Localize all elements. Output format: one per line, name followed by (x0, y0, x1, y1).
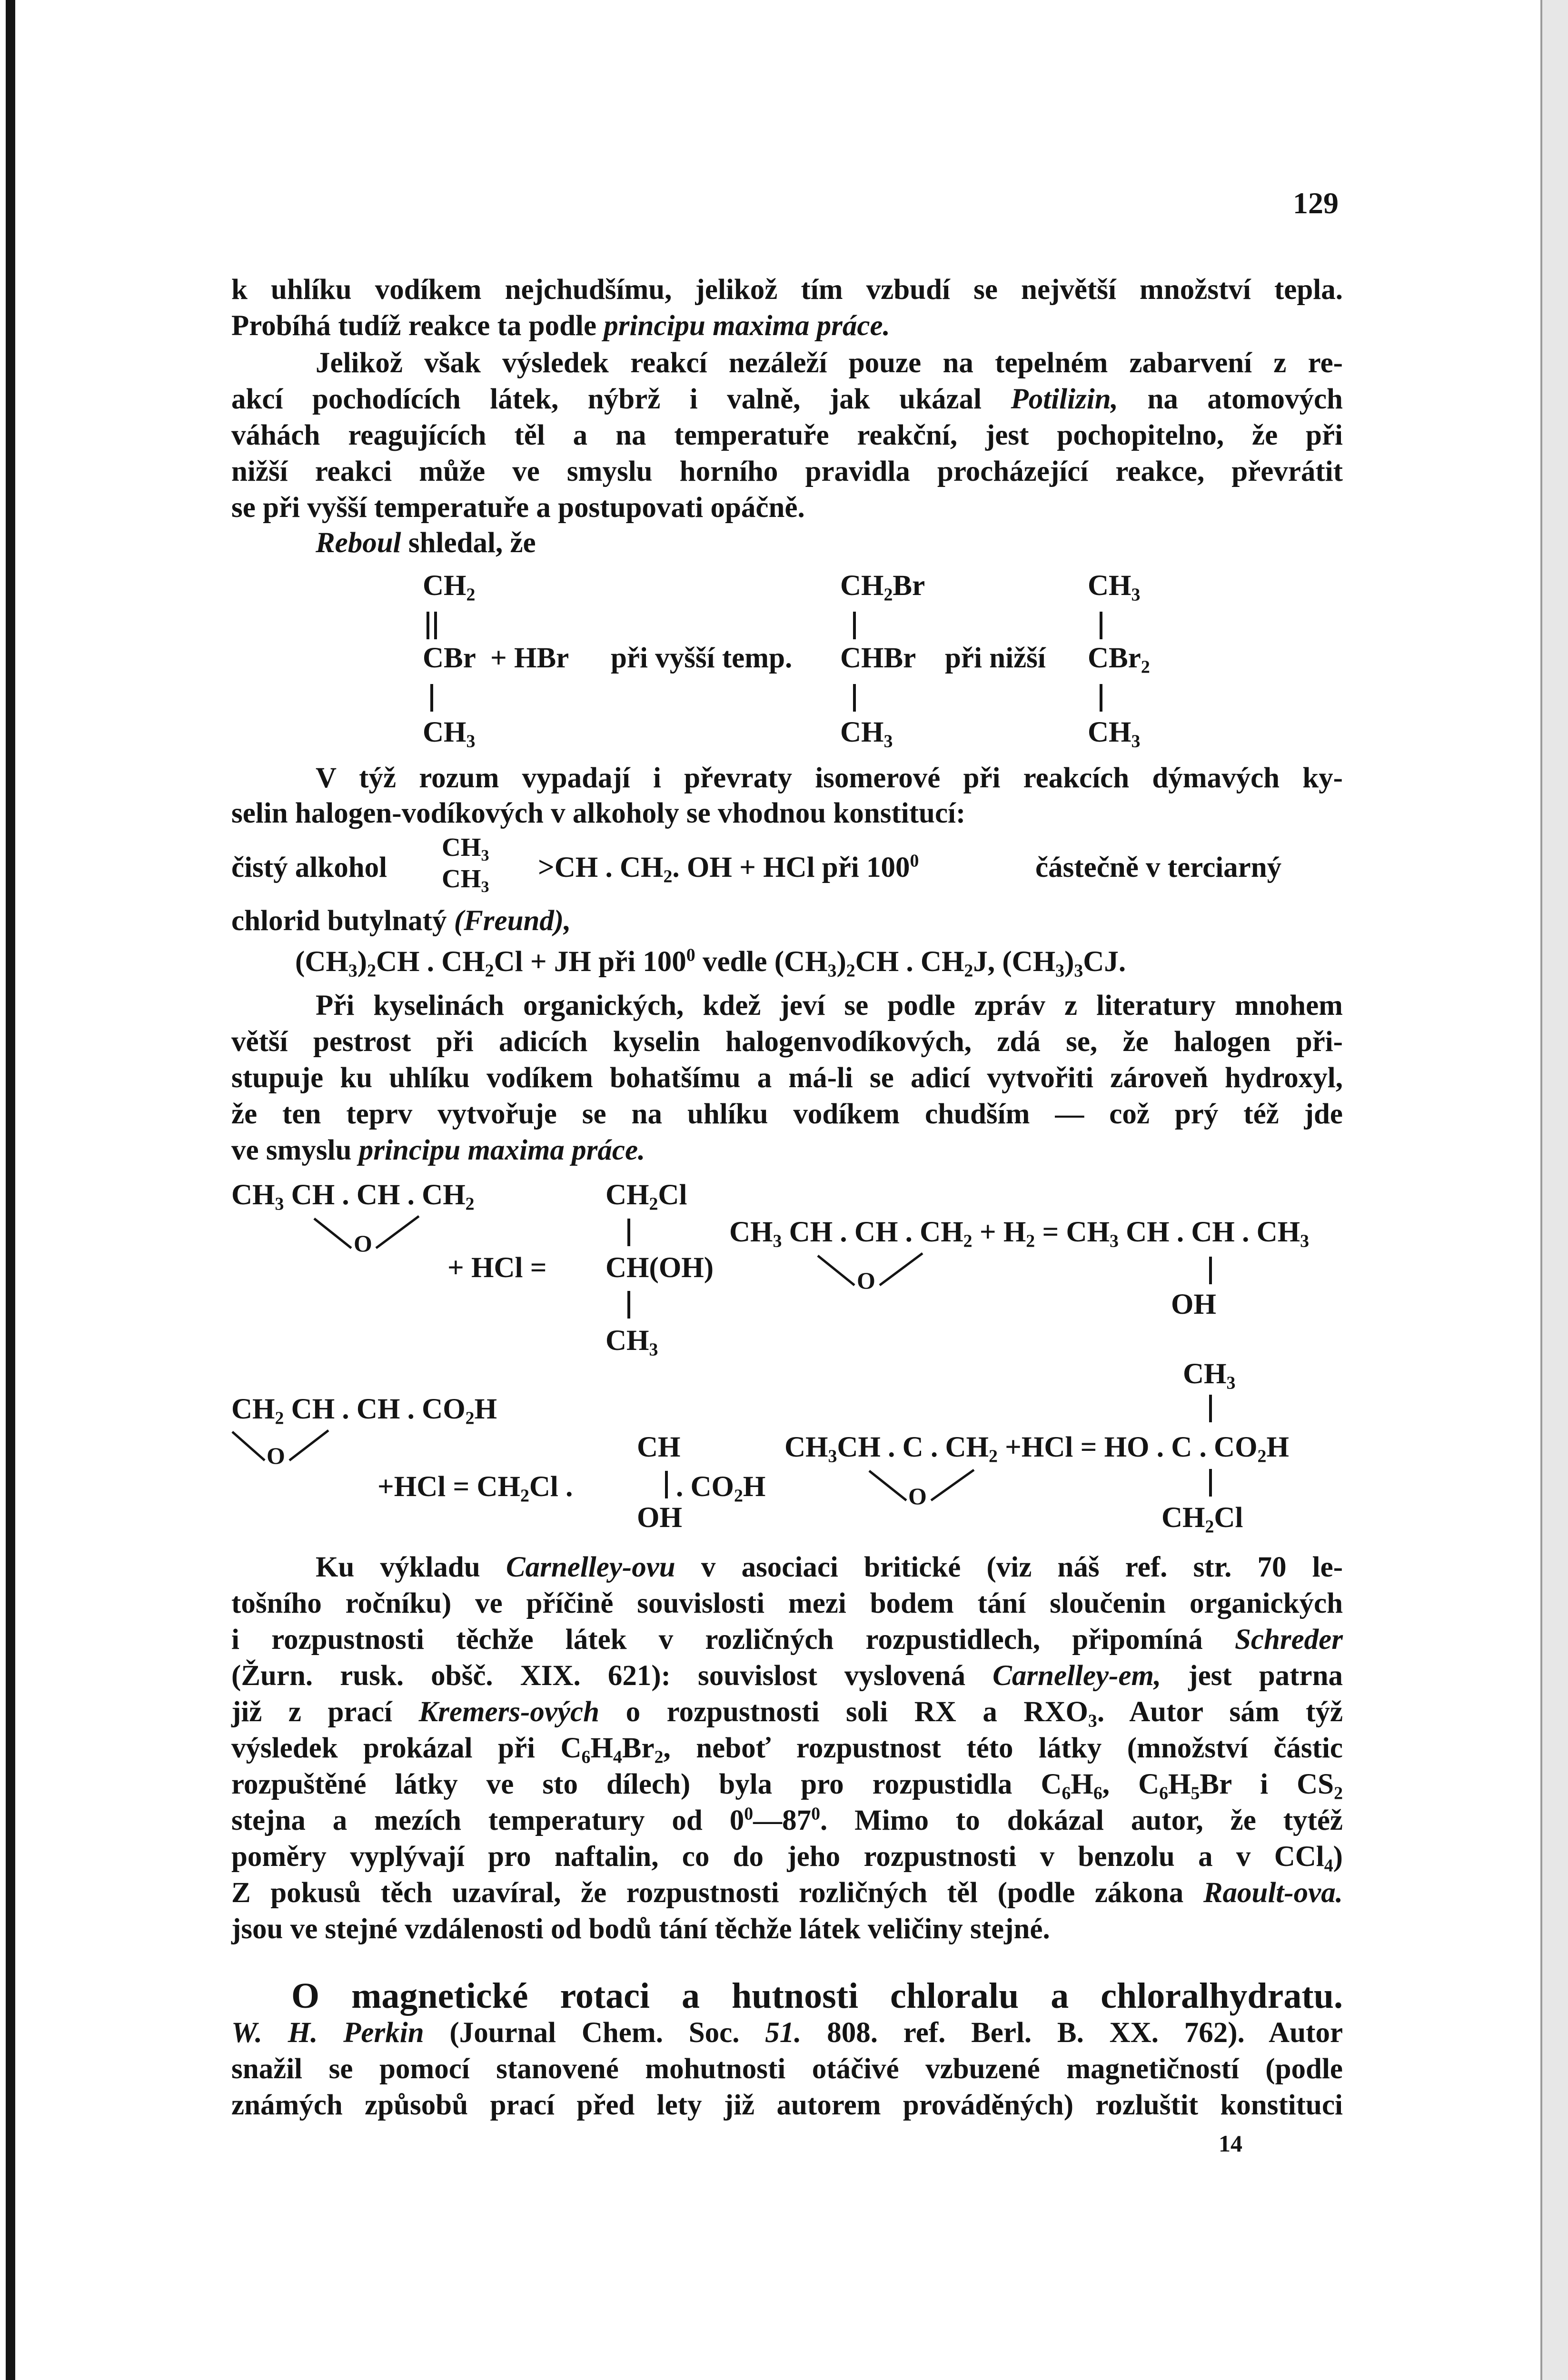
f5-oxygen: O (267, 1442, 285, 1469)
f1-cbr2: CBr$_2$ (1088, 642, 1150, 677)
text-line: Při kyselinách organických, kdež jeví se podle zpráv z literatury mnohem (316, 990, 1343, 1021)
text-line: rozpuštěné látky ve sto dílech) byla pro rozpustidla $C_6H_6$, $C_6H_5Br$ i $CS_2$ (231, 1768, 1343, 1804)
text-line: Ku výkladu Carnelley-ovu v asociaci britické (viz náš ref. str. 70 le- (316, 1551, 1343, 1583)
text-line: W. H. Perkin (Journal Chem. Soc. 51. 808. ref. Berl. B. XX. 762). Autor (231, 2017, 1343, 2049)
f5-ch: CH (637, 1431, 681, 1463)
page-number: 129 (1293, 186, 1339, 220)
f5-right: $CH_3CH$ . C . $CH_2 +HCl$ = HO . C . $CO_2H$ (784, 1431, 1289, 1467)
f4-b3: $CH_3$ (605, 1325, 658, 1360)
f4-right: $CH_3$ CH . CH . $CH_2 + H_2 = CH_3$ CH . CH . $CH_3$ (729, 1216, 1310, 1251)
formula-line: $(CH_3)_2CH$ . $CH_2Cl$ + JH při $100^0$ vedle $(CH_3)_2CH$ . $CH_2J$, $(CH_3)_3CJ$. (295, 945, 1126, 981)
f5-top: $CH_3$ (1183, 1358, 1236, 1393)
f1-ch3: $CH_3$ (1088, 570, 1141, 605)
text-line: se při vyšší temperatuře a postupovati opáčně. (231, 492, 805, 524)
text-line: chlorid butylnatý (Freund), (231, 905, 571, 937)
f2-ch3-bottom: $CH_3$ (442, 864, 489, 896)
text-line: Reboul shledal, že (316, 527, 536, 559)
f4-oh: OH (1171, 1289, 1216, 1320)
signature-mark: 14 (1219, 2130, 1242, 2157)
f1-plus-hbr: + HBr (490, 642, 569, 674)
f1-chbr: CHBr (840, 642, 916, 674)
f1-ch3: $CH_3$ (1088, 716, 1141, 752)
f1-ch3: $CH_3$ (840, 716, 893, 752)
f1-condition: při nižší (945, 642, 1046, 674)
f4-oxygen: O (857, 1267, 875, 1294)
f5-plus-hcl: $+HCl = CH_2Cl$ . (377, 1471, 573, 1506)
text-line: Z pokusů těch uzavíral, že rozpustnosti rozličných těl (podle zákona Raoult-ova. (231, 1877, 1343, 1909)
text-line: V týž rozum vypadají i převraty isomerové při reakcích dýmavých ky- (316, 762, 1343, 794)
text-line: snažil se pomocí stanovené mohutnosti otáčivé vzbuzené magnetičností (podle (231, 2053, 1343, 2085)
f4-b2: CH(OH) (605, 1252, 714, 1284)
text-line: (Žurn. rusk. obšč. XIX. 621): souvislost vyslovená Carnelley-em, jest patrna (231, 1660, 1343, 1692)
text-line: váhách reagujících těl a na temperatuře reakční, jest pochopitelno, že při (231, 419, 1343, 451)
text-line: stupuje ku uhlíku vodíkem bohatšímu a má-li se adicí vytvořiti zároveň hydroxyl, (231, 1062, 1343, 1094)
text-line: akcí pochodících látek, nýbrž i valně, jak ukázal Potilizin, na atomových (231, 383, 1343, 415)
text-line: ve smyslu principu maxima práce. (231, 1134, 645, 1166)
f5-oxygen: O (908, 1483, 927, 1509)
text-line: větší pestrost při adicích kyselin halogenvodíkových, zdá se, že halogen při- (231, 1026, 1343, 1058)
text-line: Jelikož však výsledek reakcí nezáleží pouze na tepelném zabarvení z re- (316, 347, 1343, 379)
f1-ch2: $CH_2$ (423, 570, 476, 605)
f2-label: čistý alkohol (231, 852, 387, 883)
f5-left: $CH_2$ CH . CH . $CO_2H$ (231, 1393, 497, 1428)
text-line: selin halogen-vodíkových v alkoholy se vhodnou konstitucí: (231, 797, 966, 829)
text-line: Probíhá tudíž reakce ta podle principu maxima práce. (231, 310, 890, 342)
f1-ch2br: $CH_2Br$ (840, 570, 925, 605)
text-line: stejna a mezích temperatury od $0^0—87^0$. Mimo to dokázal autor, že tytéž (231, 1804, 1343, 1836)
text-line: i rozpustnosti těchže látek v rozličných rozpustidlech, připomíná Schreder (231, 1624, 1343, 1656)
text-line: již z prací Kremers-ových o rozpustnosti soli RX a $RXO_3$. Autor sám týž (231, 1696, 1343, 1731)
f2-rest: částečně v terciarný (1035, 852, 1282, 883)
f1-ch3: $CH_3$ (423, 716, 476, 752)
text-line: výsledek prokázal při $C_6H_4Br_2$, neboť rozpustnost této látky (množství částic (231, 1732, 1343, 1767)
text-line: tošního ročníku) ve příčině souvislosti mezi bodem tání sloučenin organických (231, 1587, 1343, 1619)
text-line: jsou ve stejné vzdálenosti od bodů tání těchže látek veličiny stejné. (231, 1913, 1050, 1945)
f4-oxygen: O (354, 1230, 372, 1257)
f1-cbr: CBr (423, 642, 476, 674)
text-line: že ten teprv vytvořuje se na uhlíku vodíkem chudším — což prý též jde (231, 1098, 1343, 1130)
section-heading: O magnetické rotaci a hutnosti chloralu a chloralhydratu. (291, 1976, 1343, 2016)
f5-oh: OH (637, 1502, 682, 1534)
f2-ch3-top: $CH_3$ (442, 833, 489, 865)
text-line: známých způsobů prací před lety již autorem prováděných) rozluštit konstituci (231, 2089, 1343, 2121)
text-line: nižší reakci může ve smyslu horního pravidla procházející reakce, převrátit (231, 456, 1343, 487)
f4-left: $CH_3$ CH . CH . $CH_2$ (231, 1179, 475, 1214)
f1-condition: při vyšší temp. (611, 642, 793, 674)
f4-plus-hcl: + HCl = (447, 1252, 547, 1284)
text-line: poměry vyplývají pro naftalin, co do jeho rozpustnosti v benzolu a v CCl$_4$) (231, 1841, 1343, 1876)
f2-chain: >CH . $CH_2$. OH + HCl při $100^0$ (538, 851, 919, 887)
f4-b1: $CH_2Cl$ (605, 1179, 687, 1214)
text-line: k uhlíku vodíkem nejchudšímu, jelikož tím vzbudí se největší množství tepla. (231, 274, 1343, 306)
f5-co2h: . $CO_2H$ (676, 1471, 766, 1506)
f5-bottom: $CH_2Cl$ (1161, 1502, 1243, 1537)
